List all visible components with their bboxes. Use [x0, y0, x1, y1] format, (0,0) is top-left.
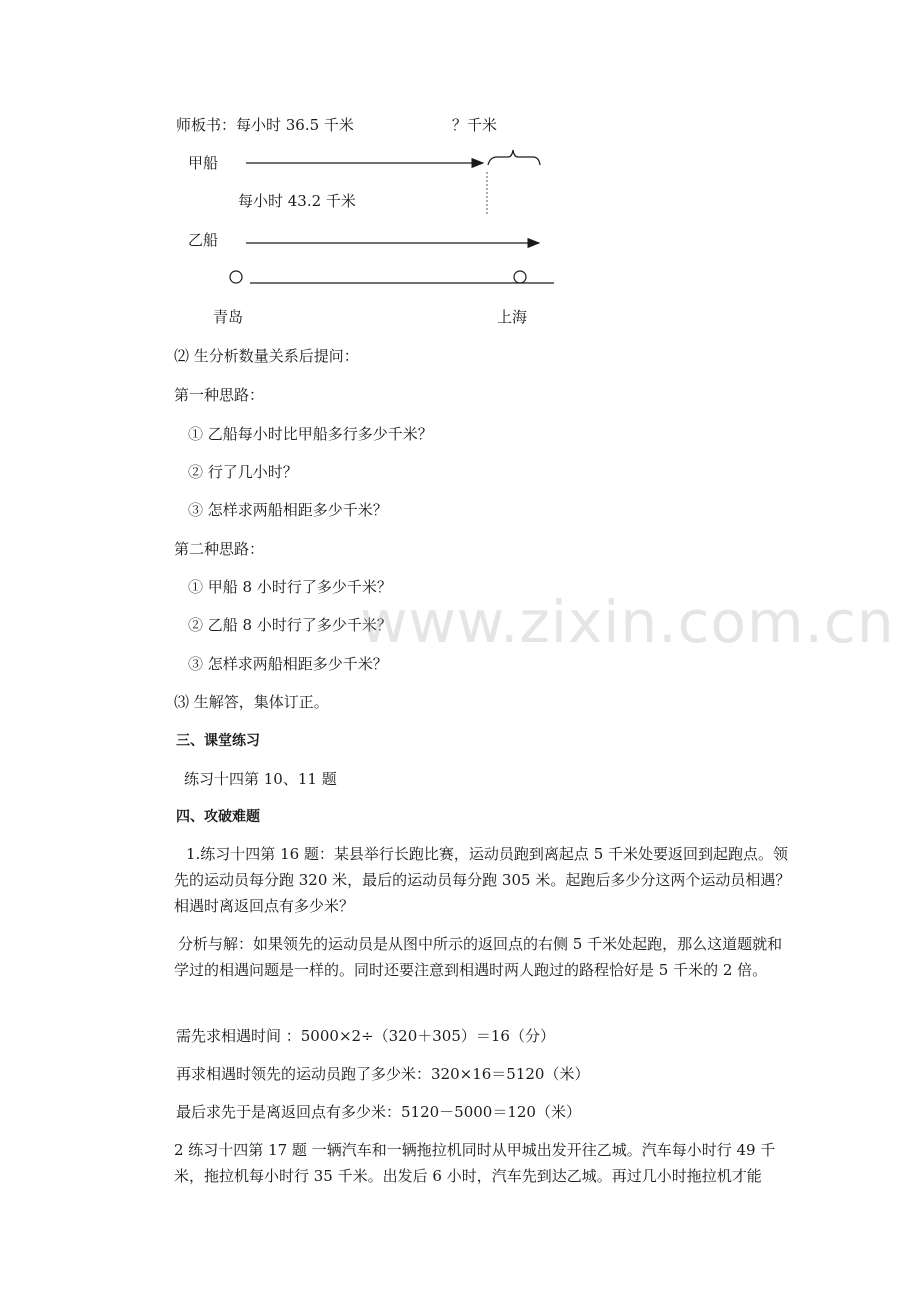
analysis-paragraph: 分析与解：如果领先的运动员是从图中所示的返回点的右侧 5 千米处起跑，那么这道题就和学过的相遇问题是一样的。同时还要注意到相遇时两人跑过的路程恰好是 5 千米的 2 倍。: [174, 935, 783, 979]
end-city-label: 上海: [497, 308, 528, 326]
approach-2-heading: 第二种思路：: [174, 540, 265, 558]
approach-2-q1: ① 甲船 8 小时行了多少千米？: [188, 578, 392, 596]
problem-17-paragraph: 2 练习十四第 17 题 一辆汽车和一辆拖拉机同时从甲城出发开往乙城。汽车每小时行 49 千米，拖拉机每小时行 35 千米。出发后 6 小时，汽车先到达乙城。再过几小时拖拉机才能: [174, 1141, 776, 1185]
problem-16-paragraph: 1.练习十四第 16 题：某县举行长跑比赛，运动员跑到离起点 5 千米处要返回到起跑点。领先的运动员每分跑 320 米，最后的运动员每分跑 305 米。起跑后多少分这两个运动员相遇？相遇时离返回点有多少米？: [174, 845, 791, 915]
speed-b-label: 每小时 43.2 千米: [238, 192, 356, 210]
start-city-label: 青岛: [213, 308, 244, 326]
boat-b-label: 乙船: [188, 231, 219, 249]
step-2-line: ⑵ 生分析数量关系后提问：: [174, 347, 359, 365]
watermark: www.zixin.com.cn: [360, 588, 895, 656]
end-point-icon: [514, 271, 526, 283]
solution-step-1: 需先求相遇时间 ：5000×2÷（320＋305）＝16（分）: [176, 1027, 555, 1045]
boat-a-label: 甲船: [188, 154, 219, 172]
practice-line: 练习十四第 10、11 题: [184, 770, 337, 788]
solution-step-2: 再求相遇时领先的运动员跑了多少米：320×16＝5120（米）: [176, 1065, 590, 1083]
board-label: 师板书：每小时 36.5 千米: [176, 116, 354, 134]
approach-1-q3: ③ 怎样求两船相距多少千米？: [188, 501, 388, 519]
unknown-distance-label: ？千米: [452, 116, 498, 134]
start-point-icon: [230, 271, 242, 283]
approach-1-q1: ① 乙船每小时比甲船多行多少千米？: [188, 425, 433, 443]
solution-step-3: 最后求先于是离返回点有多少米：5120－5000＝120（米）: [176, 1103, 581, 1121]
step-3-line: ⑶ 生解答，集体订正。: [174, 693, 329, 711]
approach-1-q2: ② 行了几小时？: [188, 463, 298, 481]
approach-2-q3: ③ 怎样求两船相距多少千米？: [188, 655, 388, 673]
distance-diagram: [0, 0, 920, 340]
approach-2-q2: ② 乙船 8 小时行了多少千米？: [188, 616, 392, 634]
section-4-heading: 四、攻破难题: [176, 809, 260, 825]
approach-1-heading: 第一种思路：: [174, 386, 265, 404]
section-3-heading: 三、课堂练习: [176, 733, 260, 749]
unknown-distance-brace: [488, 150, 540, 165]
